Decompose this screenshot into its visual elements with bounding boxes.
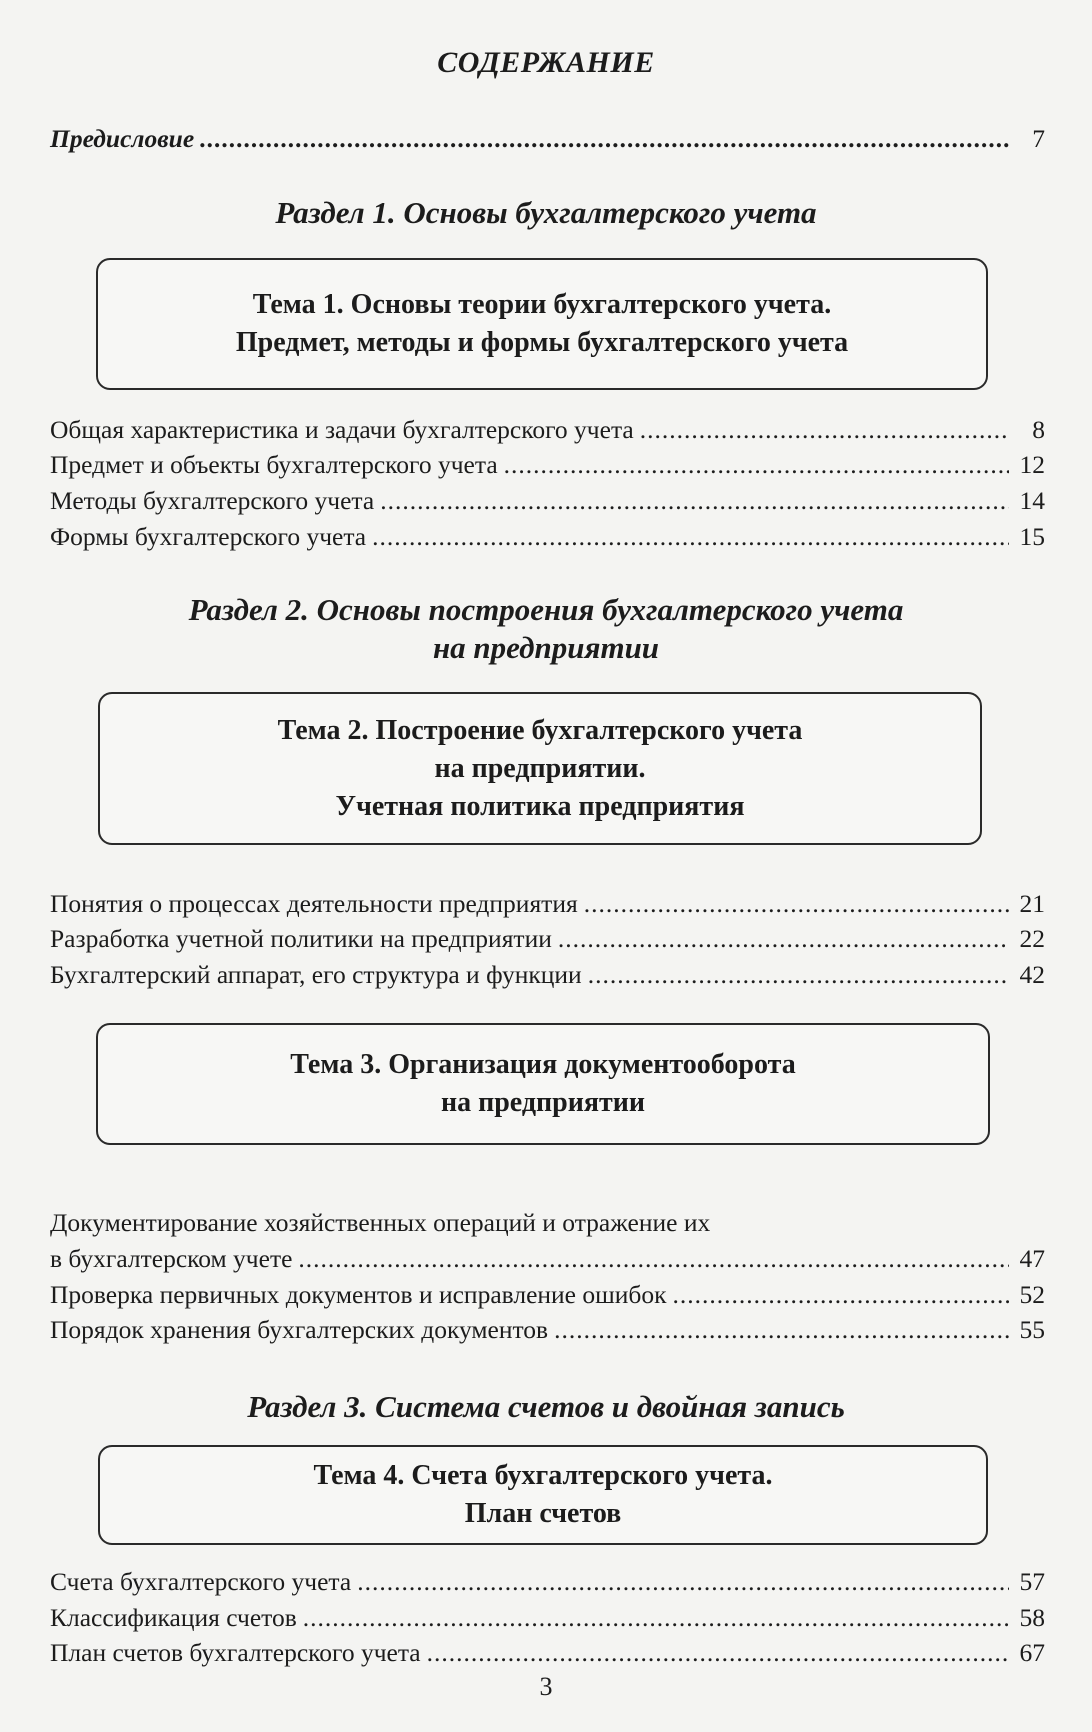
- toc-leader-dots: [427, 1636, 1009, 1670]
- toc-entry: [50, 1601, 1045, 1635]
- toc-leader-dots: [380, 484, 1009, 518]
- toc-entry-page: 55: [1019, 1315, 1045, 1344]
- toc-entry: [50, 958, 1045, 992]
- toc-entry-page: 7: [1032, 124, 1045, 153]
- toc-entry-page: 22: [1019, 924, 1045, 953]
- topic-title-line: Учетная политика предприятия: [335, 790, 745, 822]
- toc-entry: [50, 1242, 1045, 1276]
- toc-entry-label: Общая характеристика и задачи бухгалтерского учета: [50, 415, 634, 444]
- toc-entry-label: Понятия о процессах деятельности предприятия: [50, 889, 578, 918]
- toc-entry-label: Предмет и объекты бухгалтерского учета: [50, 450, 498, 479]
- topic-box-4: [98, 1445, 988, 1545]
- toc-entry-page: 14: [1019, 486, 1045, 515]
- toc-entry-page: 58: [1019, 1603, 1045, 1632]
- topic-title-line: Предмет, методы и формы бухгалтерского учета: [235, 327, 849, 358]
- toc-entry-label: Бухгалтерский аппарат, его структура и функции: [50, 960, 582, 989]
- toc-leader-dots: [588, 958, 1009, 992]
- toc-entry-label: План счетов бухгалтерского учета: [50, 1638, 421, 1667]
- toc-entry-label: в бухгалтерском учете: [50, 1244, 293, 1273]
- toc-leader-dots: [200, 122, 1009, 156]
- toc-leader-dots: [554, 1313, 1009, 1347]
- toc-entry-page: 47: [1019, 1244, 1045, 1273]
- toc-leader-dots: [584, 887, 1009, 921]
- toc-entry-label: Проверка первичных документов и исправление ошибок: [50, 1280, 667, 1309]
- toc-leader-dots: [558, 922, 1009, 956]
- section-heading-line: Раздел 3. Система счетов и двойная запись: [247, 1389, 845, 1424]
- toc-entry-label: Счета бухгалтерского учета: [50, 1567, 352, 1596]
- toc-leader-dots: [303, 1601, 1009, 1635]
- toc-entry-label: Предисловие: [50, 124, 195, 153]
- topic-title-line: на предприятии.: [434, 752, 646, 784]
- toc-entry-page: 52: [1019, 1280, 1045, 1309]
- toc-entry: [50, 922, 1045, 956]
- toc-leader-dots: [372, 520, 1009, 554]
- toc-leader-dots: [504, 448, 1009, 482]
- toc-entry: [50, 1313, 1045, 1347]
- topic-title-line: на предприятии: [440, 1087, 646, 1118]
- toc-entry: [50, 413, 1045, 447]
- toc-entry-page: 42: [1019, 960, 1045, 989]
- toc-entry-page: 57: [1019, 1567, 1045, 1596]
- topic-title-line: Тема 2. Построение бухгалтерского учета: [277, 714, 803, 746]
- page-number: 3: [539, 1672, 553, 1701]
- toc-entry-page: 21: [1019, 889, 1045, 918]
- topic-box-1: [96, 258, 988, 390]
- toc-entry: [50, 448, 1045, 482]
- toc-entry-page: 15: [1019, 522, 1045, 551]
- section-heading-line: Раздел 1. Основы бухгалтерского учета: [275, 195, 817, 230]
- section-heading-3: [0, 1388, 1092, 1426]
- topic-title-line: План счетов: [464, 1498, 622, 1529]
- toc-entry: [50, 887, 1045, 921]
- topic-title-line: Тема 4. Счета бухгалтерского учета.: [313, 1460, 773, 1491]
- toc-entry: [50, 1565, 1045, 1599]
- topic-title-line: Тема 3. Организация документооборота: [290, 1049, 796, 1080]
- toc-entry: [50, 1636, 1045, 1670]
- section-heading-line: Раздел 2. Основы построения бухгалтерского учета: [188, 592, 904, 627]
- toc-leader-dots: [298, 1242, 1009, 1276]
- topic-title-line: Тема 1. Основы теории бухгалтерского учета.: [252, 289, 832, 320]
- toc-entry: [50, 484, 1045, 518]
- toc-leader-dots: [357, 1565, 1009, 1599]
- topic-box-3: [96, 1023, 990, 1145]
- toc-entry: [50, 1278, 1045, 1312]
- toc-entry-label: Разработка учетной политики на предприятии: [50, 924, 552, 953]
- toc-entry-page: 67: [1019, 1638, 1045, 1667]
- toc-entry-label: Формы бухгалтерского учета: [50, 522, 367, 551]
- toc-entry-first-line: Документирование хозяйственных операций и отражение их: [50, 1208, 711, 1237]
- toc-entry-page: 12: [1019, 450, 1045, 479]
- toc-entry-label: Методы бухгалтерского учета: [50, 486, 375, 515]
- page-title: СОДЕРЖАНИЕ: [437, 46, 655, 79]
- toc-leader-dots: [640, 413, 1009, 447]
- toc-entry: [50, 520, 1045, 554]
- section-heading-1: [0, 194, 1092, 232]
- toc-entry-preface: [50, 122, 1045, 156]
- toc-entry-page: 8: [1032, 415, 1045, 444]
- toc-leader-dots: [673, 1278, 1009, 1312]
- section-heading-line: на предприятии: [432, 630, 660, 665]
- toc-entry-label: Классификация счетов: [50, 1603, 297, 1632]
- toc-entry-label: Порядок хранения бухгалтерских документов: [50, 1315, 549, 1344]
- section-heading-2: [0, 591, 1092, 667]
- topic-box-2: [98, 692, 982, 845]
